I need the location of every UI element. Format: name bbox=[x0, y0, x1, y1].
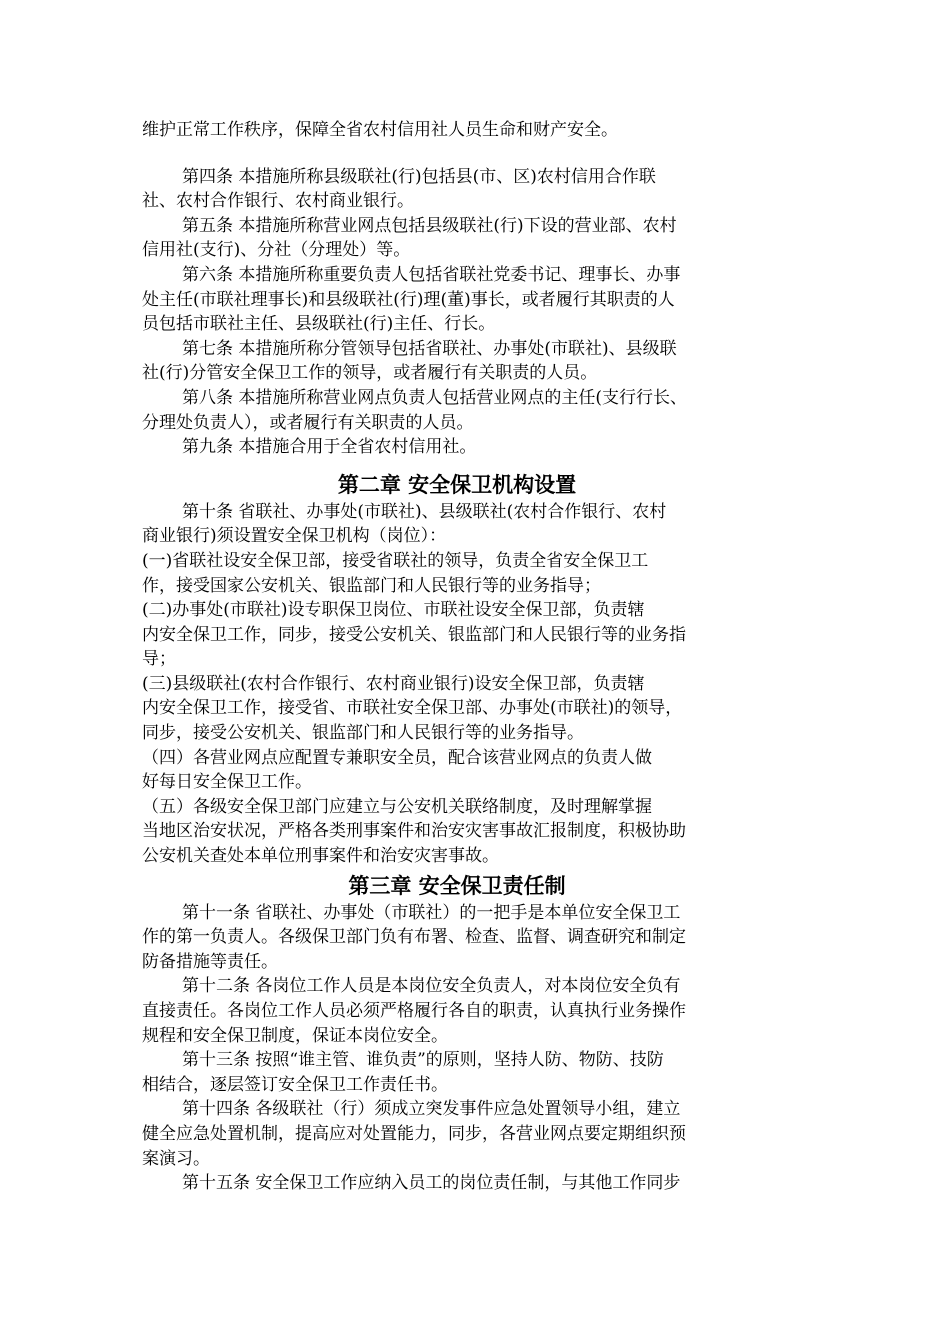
text-line: 同步，接受公安机关、银监部门和人民银行等的业务指导。 bbox=[142, 723, 584, 744]
article-9 bbox=[142, 435, 762, 460]
text-line: 信用社(支行)、分社（分理处）等。 bbox=[142, 240, 411, 261]
article-10-item-4 bbox=[142, 746, 762, 795]
text-line: 作的第一负责人。各级保卫部门负有布署、检查、监督、调查研究和制定 bbox=[142, 927, 686, 948]
article-14 bbox=[142, 1097, 762, 1171]
text-line: 导； bbox=[142, 649, 176, 670]
intro-paragraph bbox=[142, 118, 762, 143]
article-10-item-5 bbox=[142, 795, 762, 869]
article-10-item-1 bbox=[142, 549, 762, 598]
article-15 bbox=[142, 1171, 762, 1196]
document-page bbox=[142, 118, 762, 1196]
article-11 bbox=[142, 901, 762, 975]
paragraph-gap bbox=[142, 143, 762, 165]
article-8 bbox=[142, 386, 762, 435]
text-line: (三)县级联社(农村合作银行、农村商业银行)设安全保卫部，负责辖 bbox=[142, 673, 645, 694]
text-line: 第五条 本措施所称营业网点包括县级联社(行)下设的营业部、农村 bbox=[182, 215, 677, 236]
text-line: 维护正常工作秩序，保障全省农村信用社人员生命和财产安全。 bbox=[142, 120, 618, 140]
text-line: 公安机关查处本单位刑事案件和治安灾害事故。 bbox=[142, 846, 499, 867]
text-line: 第十二条 各岗位工作人员是本岗位安全负责人，对本岗位安全负有 bbox=[182, 976, 681, 997]
text-line: 商业银行)须设置安全保卫机构（岗位）： bbox=[142, 526, 447, 547]
text-line: 好每日安全保卫工作。 bbox=[142, 772, 312, 793]
article-10-item-2 bbox=[142, 598, 762, 672]
article-4 bbox=[142, 165, 762, 214]
text-line: 当地区治安状况，严格各类刑事案件和治安灾害事故汇报制度，积极协助 bbox=[142, 821, 686, 842]
text-line: 第八条 本措施所称营业网点负责人包括营业网点的主任(支行行长、 bbox=[182, 387, 688, 408]
article-12 bbox=[142, 974, 762, 1048]
text-line: 内安全保卫工作，接受省、市联社安全保卫部、办事处(市联社)的领导， bbox=[142, 698, 683, 719]
text-line: 社、农村合作银行、农村商业银行。 bbox=[142, 191, 414, 212]
text-line: 健全应急处置机制，提高应对处置能力，同步，各营业网点要定期组织预 bbox=[142, 1123, 686, 1144]
text-line: 分理处负责人），或者履行有关职责的人员。 bbox=[142, 412, 474, 433]
article-13 bbox=[142, 1048, 762, 1097]
text-line: 员包括市联社主任、县级联社(行)主任、行长。 bbox=[142, 314, 496, 335]
text-line: 第十一条 省联社、办事处（市联社）的一把手是本单位安全保卫工 bbox=[182, 902, 681, 923]
article-10-item-3 bbox=[142, 672, 762, 746]
text-line: 处主任(市联社理事长)和县级联社(行)理(董)事长，或者履行其职责的人 bbox=[142, 289, 675, 310]
text-line: 相结合，逐层签订安全保卫工作责任书。 bbox=[142, 1074, 448, 1095]
text-line: 防备措施等责任。 bbox=[142, 951, 278, 972]
text-line: 规程和安全保卫制度，保证本岗位安全。 bbox=[142, 1025, 448, 1046]
text-line: 第十五条 安全保卫工作应纳入员工的岗位责任制，与其他工作同步 bbox=[182, 1173, 681, 1194]
text-line: （五）各级安全保卫部门应建立与公安机关联络制度，及时理解掌握 bbox=[142, 796, 652, 817]
text-line: 第十四条 各级联社（行）须成立突发事件应急处置领导小组，建立 bbox=[182, 1099, 681, 1120]
text-line: 案演习。 bbox=[142, 1148, 210, 1169]
text-line: (一)省联社设安全保卫部，接受省联社的领导，负责全省安全保卫工 bbox=[142, 550, 649, 571]
text-line: 第六条 本措施所称重要负责人包括省联社党委书记、理事长、办事 bbox=[182, 264, 681, 285]
text-line: 第七条 本措施所称分管领导包括省联社、办事处(市联社)、县级联 bbox=[182, 338, 677, 359]
article-5 bbox=[142, 214, 762, 263]
text-line: 第十三条 按照“谁主管、谁负责”的原则，坚持人防、物防、技防 bbox=[182, 1050, 664, 1071]
text-line: 第四条 本措施所称县级联社(行)包括县(市、区)农村信用合作联 bbox=[182, 166, 656, 187]
article-7 bbox=[142, 337, 762, 386]
text-line: 作，接受国家公安机关、银监部门和人民银行等的业务指导； bbox=[142, 575, 601, 596]
text-line: （四）各营业网点应配置专兼职安全员，配合该营业网点的负责人做 bbox=[142, 747, 652, 768]
text-line: 第九条 本措施合用于全省农村信用社。 bbox=[182, 437, 477, 458]
text-line: 社(行)分管安全保卫工作的领导，或者履行有关职责的人员。 bbox=[142, 363, 598, 384]
chapter-2-title: 第二章 安全保卫机构设置 bbox=[337, 472, 577, 497]
text-line: 直接责任。各岗位工作人员必须严格履行各自的职责，认真执行业务操作 bbox=[142, 1001, 686, 1021]
text-line: (二)办事处(市联社)设专职保卫岗位、市联社设安全保卫部，负责辖 bbox=[142, 600, 645, 621]
text-line: 内安全保卫工作，同步，接受公安机关、银监部门和人民银行等的业务指 bbox=[142, 624, 686, 645]
article-10 bbox=[142, 500, 762, 549]
chapter-3-title: 第三章 安全保卫责任制 bbox=[348, 873, 566, 898]
text-line: 第十条 省联社、办事处(市联社)、县级联社(农村合作银行、农村 bbox=[182, 501, 667, 522]
article-6 bbox=[142, 263, 762, 337]
